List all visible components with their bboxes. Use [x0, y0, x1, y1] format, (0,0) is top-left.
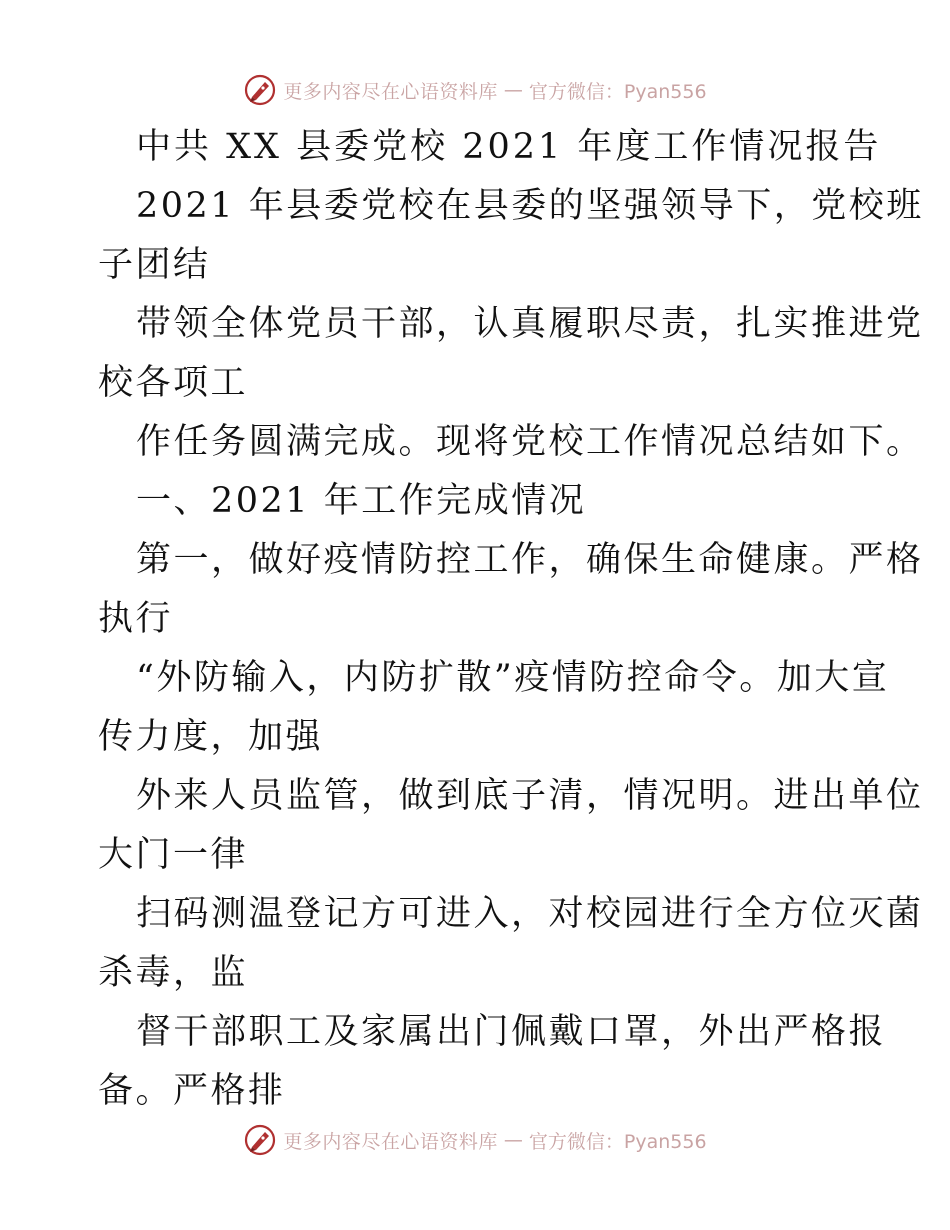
- watermark-dash: —: [503, 79, 523, 101]
- paragraph-line: “外防输入，内防扩散”疫情防控命令。加大宣: [136, 658, 890, 698]
- watermark-contact-text: 官方微信：Pyan556: [528, 80, 707, 103]
- paragraph-line: 杀毒，监: [98, 953, 249, 993]
- paragraph-line: 作任务圆满完成。现将党校工作情况总结如下。: [136, 422, 924, 462]
- watermark-contact-text: 官方微信：Pyan556: [528, 1130, 707, 1153]
- paragraph-line: 子团结: [98, 245, 211, 285]
- header-watermark: [0, 70, 950, 110]
- paragraph-line: 执行: [98, 599, 174, 639]
- section-heading: 一、2021 年工作完成情况: [136, 481, 587, 521]
- paragraph-line: 备。严格排: [98, 1071, 286, 1111]
- pen-nib-logo-icon: [243, 1123, 277, 1157]
- paragraph-line: 传力度，加强: [98, 717, 324, 757]
- watermark-brand-text: 更多内容尽在心语资料库: [283, 80, 498, 103]
- paragraph-line: 扫码测温登记方可进入，对校园进行全方位灭菌: [136, 894, 924, 934]
- paragraph-line: 校各项工: [98, 363, 249, 403]
- paragraph-line: 外来人员监管，做到底子清，情况明。进出单位: [136, 776, 924, 816]
- document-title: 中共 XX 县委党校 2021 年度工作情况报告: [136, 127, 882, 167]
- paragraph-line: 督干部职工及家属出门佩戴口罩，外出严格报: [136, 1012, 887, 1052]
- paragraph-line: 2021 年县委党校在县委的坚强领导下，党校班: [136, 186, 924, 226]
- footer-watermark: [0, 1120, 950, 1160]
- document-body: [98, 118, 924, 1121]
- paragraph-line: 第一，做好疫情防控工作，确保生命健康。严格: [136, 540, 924, 580]
- watermark-dash: —: [503, 1129, 523, 1151]
- watermark-brand-text: 更多内容尽在心语资料库: [283, 1130, 498, 1153]
- pen-nib-logo-icon: [243, 73, 277, 107]
- paragraph-line: 大门一律: [98, 835, 249, 875]
- paragraph-line: 带领全体党员干部，认真履职尽责，扎实推进党: [136, 304, 924, 344]
